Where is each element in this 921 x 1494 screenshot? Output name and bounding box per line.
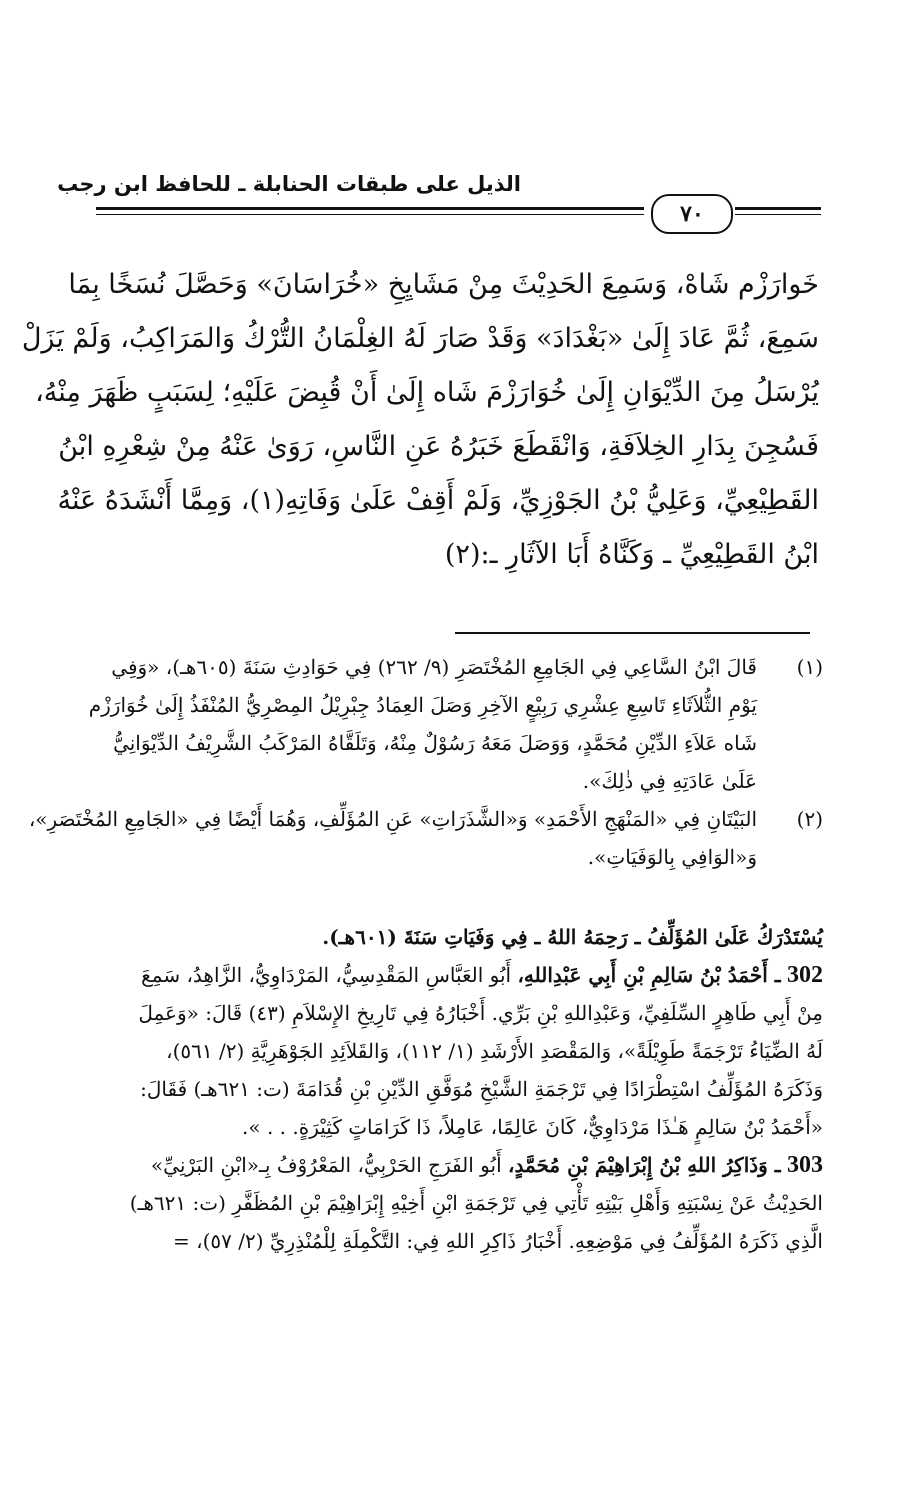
main-text-line: القَطِيْعِيِّ، وَعَلِيُّ بْنُ الجَوْزِيِّ، وَلَمْ أَقِفْ عَلَىٰ وَفَاتِهِ(١)، وَمِمَّا أَنْشَدَهُ عَنْهُ xyxy=(57,485,819,516)
footnote-number: (١) xyxy=(796,655,823,679)
footnotes xyxy=(28,648,823,876)
entry-lead: ـ وَذَاكِرُ اللهِ بْنُ إِبْرَاهِيْمَ بْنِ مُحَمَّدٍ، xyxy=(508,1153,781,1177)
addendum-heading: يُسْتَدْرَكُ عَلَىٰ المُؤَلِّفُ ـ رَحِمَهُ اللهُ ـ فِي وَفَيَاتِ سَنَةَ (٦٠١هـ). xyxy=(322,925,823,949)
entry-302-line: لَهُ الضِّيَاءُ تَرْجَمَةً طَوِيْلَةً»، وَالمَقْصَدِ الأَرْشَدِ (١/ ١١٢)، وَالقَلاَئِدِ الجَوْهَرِيَّةِ (٢/ ٥٦١)، xyxy=(166,1039,823,1063)
footnote-2 xyxy=(28,800,823,876)
entry-number: 303 xyxy=(787,1152,823,1178)
entries-section xyxy=(88,918,823,1260)
footnote-separator xyxy=(455,632,810,634)
footnote-line: قَالَ ابْنُ السَّاعِي فِي الجَامِعِ المُخْتَصَرِ (٩/ ٢٦٢) فِي حَوَادِثِ سَنَةَ (٦٠٥هـ)، «وَفِي xyxy=(111,655,757,679)
entry-lead: ـ أَحْمَدُ بْنُ سَالِمِ بْنِ أَبِي عَبْدِاللهِ، xyxy=(517,963,781,987)
header-rule-left-thick xyxy=(96,207,644,210)
main-text-line: خَوارَزْم شَاهْ، وَسَمِعَ الحَدِيْثَ مِنْ مَشَايِخِ «خُرَاسَانَ» وَحَصَّلَ نُسَخًا بِمَا xyxy=(68,269,819,300)
entry-303-line xyxy=(88,1146,823,1184)
main-text-line: فَسُجِنَ بِدَارِ الخِلاَفَةِ، وَانْقَطَعَ خَبَرُهُ عَنِ النَّاسِ، رَوَىٰ عَنْهُ مِنْ شِعْرِهِ ابْنُ xyxy=(58,431,819,462)
footnote-line: يَوْمِ الثُّلاَثَاءِ تَاسِعِ عِشْرِي رَبِيْعٍ الآخِرِ وَصَلَ العِمَادُ جِبْرِيْلُ المِصْرِيُّ المُنْفَذُ إِلَىٰ خُوَارَزْم xyxy=(88,693,757,717)
header-rule-right-thin xyxy=(735,214,821,215)
main-text-line: ابْنُ القَطِيْعِيِّ ـ وَكَنَّاهُ أَبَا الآثَارِ ـ:(٢) xyxy=(444,539,819,570)
entry-text: أَبُو الفَرَجِ الحَرْبِيُّ، المَعْرُوْفُ بِـ«ابْنِ البَرْنِيِّ» xyxy=(150,1153,502,1177)
running-header-title: الذيل على طبقات الحنابلة ـ للحافظ ابن رجب xyxy=(57,172,521,196)
entry-303-line: الحَدِيْثُ عَنْ نِسْبَتِهِ وَأَهْلِ بَيْتِهِ تَأْتِي فِي تَرْجَمَةِ ابْنِ أَخِيْهِ إِبْرَاهِيْمَ بْنِ المُظَفَّرِ (ت: ٦٢١هـ) xyxy=(129,1191,823,1215)
footnote-line: عَلَىٰ عَادَتِهِ فِي ذٰلِكَ». xyxy=(582,769,757,793)
entry-302-line: مِنْ أَبِي طَاهِرٍ السِّلَفِيِّ، وَعَبْدِاللهِ بْنِ بَرِّي. أَخْبَارُهُ فِي تَارِيخِ الإِسْلاَمِ (٤٣) قَالَ: «وَعَمِلَ xyxy=(138,1001,823,1025)
header-rule-left-thin xyxy=(96,214,644,215)
entry-number: 302 xyxy=(787,962,823,988)
header-rule-right-thick xyxy=(735,207,821,210)
main-text-line: يُرْسَلُ مِنَ الدِّيْوَانِ إِلَىٰ خُوَارَزْمَ شَاه إِلَىٰ أَنْ قُبِضَ عَلَيْهِ؛ لِسَبَبٍ ظَهَرَ مِنْهُ، xyxy=(35,377,819,408)
entry-302-line xyxy=(88,956,823,994)
footnote-line: وَ«الوَافِي بِالوَفَيَاتِ». xyxy=(587,845,757,869)
main-text xyxy=(21,258,819,582)
footnote-1 xyxy=(88,648,823,800)
entry-303-line: الَّذِي ذَكَرَهُ المُؤَلِّفُ فِي مَوْضِعِهِ. أَخْبَارُ ذَاكِرِ اللهِ فِي: التَّكْمِلَةِ لِلْمُنْذِرِيِّ (٢/ ٥٧)، = xyxy=(173,1229,823,1253)
page-number-badge: ٧٠ xyxy=(651,194,733,234)
footnote-line: شَاه عَلاَءِ الدِّيْنِ مُحَمَّدٍ، وَوَصَلَ مَعَهُ رَسُوْلٌ مِنْهُ، وَتَلَقَّاهُ المَرْكَبُ الشَّرِيْفُ الدِّيْوَانِيُّ xyxy=(113,731,757,755)
footnote-number: (٢) xyxy=(796,807,823,831)
entry-text: أَبُو العَبَّاسِ المَقْدِسِيُّ، المَرْدَاوِيُّ، الزَّاهِدُ، سَمِعَ xyxy=(141,963,512,987)
entry-302-line: وَذَكَرَهُ المُؤَلِّفُ اسْتِطْرَادًا فِي تَرْجَمَةِ الشَّيْخِ مُوَفَّقِ الدِّيْنِ بْنِ قُدَامَةَ (ت: ٦٢١هـ) فَقَالَ: xyxy=(140,1077,823,1101)
footnote-line: البَيْتَانِ فِي «المَنْهَجِ الأَحْمَدِ» وَ«الشَّذَرَاتِ» عَنِ المُؤَلِّفِ، وَهُمَا أَيْضًا فِي «الجَامِعِ المُخْتَصَرِ»، xyxy=(28,807,757,831)
main-text-line: سَمِعَ، ثُمَّ عَادَ إِلَىٰ «بَغْدَادَ» وَقَدْ صَارَ لَهُ الغِلْمَانُ التُّرْكُ وَالمَرَاكِبُ، وَلَمْ يَزَلْ xyxy=(21,323,819,354)
entry-302-line: «أَحْمَدُ بْنُ سَالِمٍ هَـٰذَا مَرْدَاوِيٌّ، كَانَ عَالِمًا، عَامِلاً، ذَا كَرَامَاتٍ كَثِيْرَةٍ. . . ». xyxy=(242,1115,823,1139)
